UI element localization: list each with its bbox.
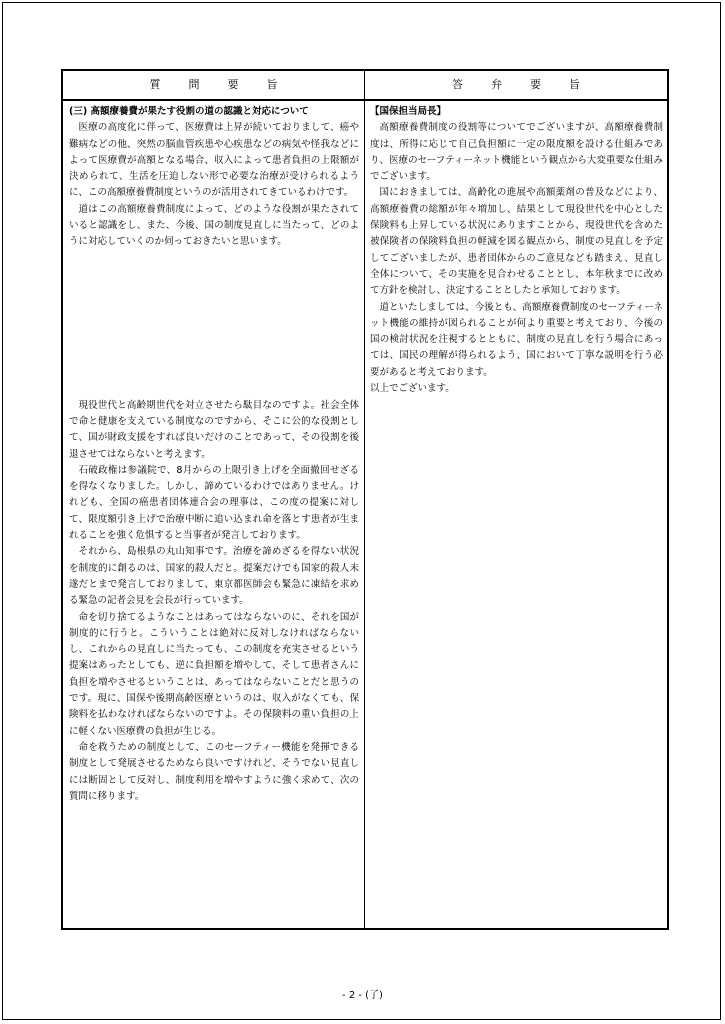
question-paragraph: 医療の高度化に伴って、医療費は上昇が続いておりまして、癌や難病などの他、突然の脳血管疾患や心疾患などの病気や怪我などによって医療費が高額となる場合、収入によって患者負担の上限額が決められて、生活を圧迫しない形で必要な治療が受けられるように、この高額療養費制度というのが活用されてきているわけです。 [69, 122, 359, 199]
question-paragraph: 現役世代と高齢期世代を対立させたら駄目なのですよ。社会全体で命と健康を支えている制度なのですから、そこに公的な役割として、国が財政支援をすれば良いだけのことであって、その役割を後退させてはならないと考えます。 [69, 399, 359, 460]
answer-paragraph: 高額療養費制度の役割等についてでございますが、高額療養費制度は、所得に応じて自己負担額に一定の限度額を設ける仕組みであり、医療のセーフティーネット機能という観点から大変重要な仕組みでございます。 [370, 122, 663, 183]
answer-heading: 【国保担当局長】 [370, 106, 447, 117]
answer-paragraph: 道といたしましては、今後とも、高額療養費制度のセーフティーネット機能の維持が図られることが何より重要と考えており、今後の国の検討状況を注視するとともに、制度の見直しを行う場合にあっては、国民の理解が得られるよう、国において丁寧な説明を行う必要があると考えております。 [370, 301, 663, 378]
question-paragraph: 石破政権は参議院で、8月からの上限引き上げを全面撤回せざるを得なくなりました。しかし、諦めているわけではありません。けれども、全国の癌患者団体連合会の理事は、この度の提案に対して、限度額引き上げで治療中断に追い込まれ命を落とす患者が生まれることを強く危惧すると当事者が発言しております。 [69, 464, 359, 542]
qa-table [61, 69, 669, 930]
question-paragraph: 命を救うための制度として、このセーフティー機能を発揮できる制度として発展させるためなら良いですけれど、そうでない見直しには断固として反対し、制度利用を増やすように強く求めて、次の質問に移ります。 [69, 741, 359, 802]
page-number: - 2 - (了) [342, 990, 383, 1001]
answer-paragraph: 国におきましては、高齢化の進展や高額薬剤の普及などにより、高額療養費の総額が年々増加し、結果として現役世代を中心とした保険料も上昇している状況にありますことから、現役世代を含めた被保険者の保険料負担の軽減を図る観点から、制度の見直しを予定してございましたが、患者団体からのご意見なども踏まえ、見直し全体について、その実施を見合わせることとし、本年秋までに改めて方針を検討し、決定することとしたと承知しております。 [370, 187, 663, 297]
question-cell [69, 104, 359, 805]
answer-cell [370, 104, 663, 397]
question-heading: (三) 高額療養費が果たす役割の道の認識と対応について [69, 106, 309, 117]
table-header [63, 71, 667, 101]
question-paragraph: 命を切り捨てるようなことはあってはならないのに、それを国が制度的に行うと。こういうことは絶対に反対しなければならないし、これからの見直しに当たっても、この制度を充実させるという提案はあったとしても、逆に負担額を増やして、そして患者さんに負担を増やさせるということは、あってはならないことだと思うのです。現に、国保や後期高齢医療というのは、収入がなくても、保険料を払わなければならないのですよ。その保険料の重い負担の上に軽くない医療費の負担が生じる。 [69, 611, 359, 737]
column-divider [364, 71, 365, 928]
question-column-header: 質問要旨 [149, 78, 306, 91]
spacer [69, 251, 359, 398]
question-paragraph: それから、島根県の丸山知事です。治療を諦めざるを得ない状況を制度的に創るのは、国家的殺人だと。提案だけでも国家的殺人未遂だとまで発言しておりまして、東京都医師会も緊急に凍結を求める緊急の記者会見を会長が行っています。 [69, 546, 359, 607]
answer-column-header: 答弁要旨 [452, 78, 608, 91]
question-paragraph: 道はこの高額療養費制度によって、どのような役割が果たされていると認識をし、また、今後、国の制度見直しに当たって、どのように対応していくのか伺っておきたいと思います。 [69, 203, 359, 248]
answer-closing: 以上でございます。 [370, 383, 455, 395]
